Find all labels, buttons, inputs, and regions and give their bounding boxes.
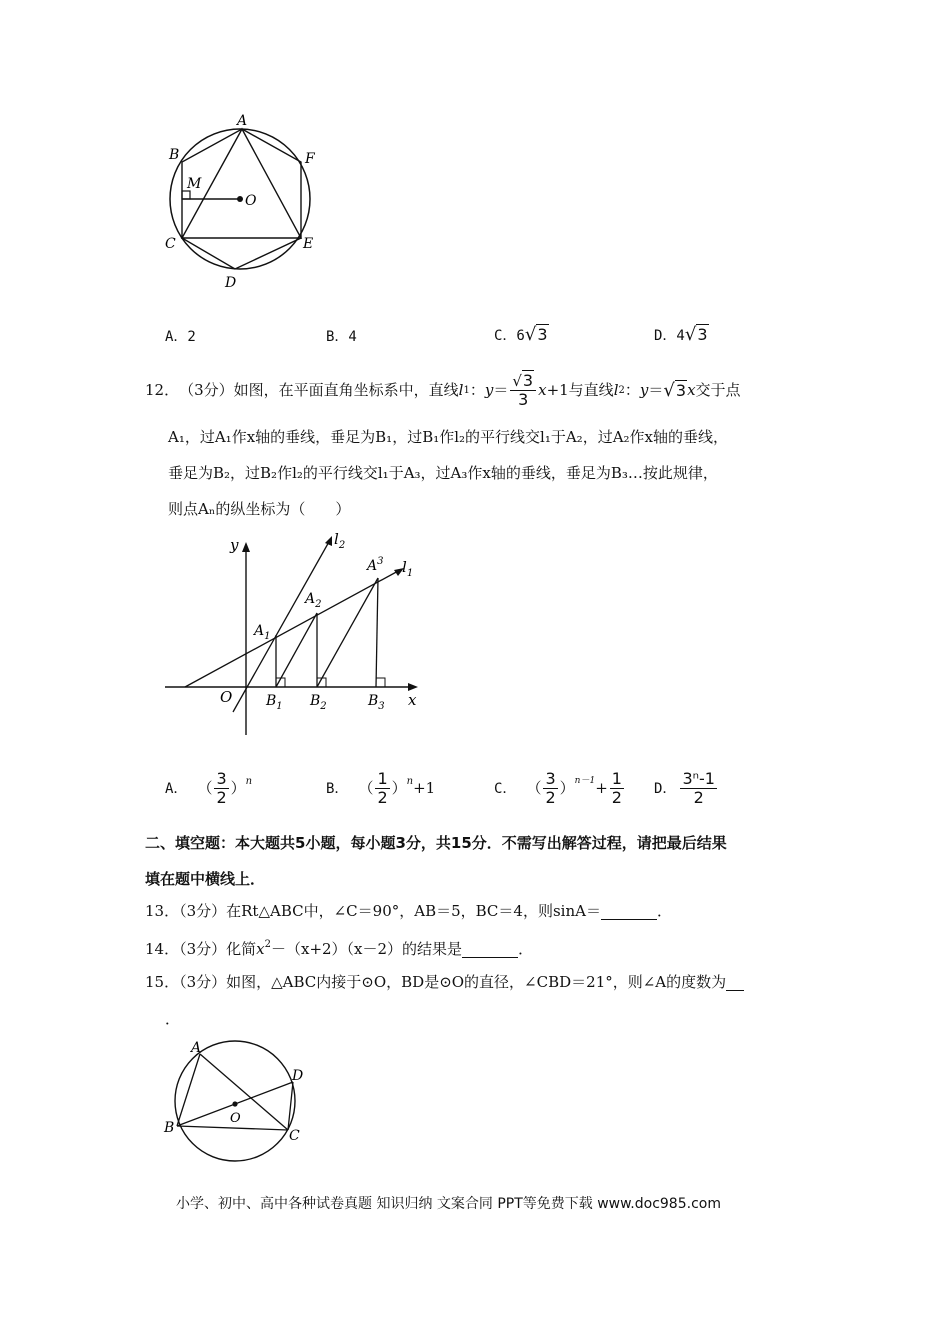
q12-option-a-label: A． — [165, 780, 188, 797]
label-o: O — [245, 193, 257, 209]
q12-l1: l — [458, 381, 464, 399]
label-a2: $A_2$ — [305, 591, 322, 610]
segment-ab — [177, 1054, 200, 1126]
label-f: F — [305, 151, 315, 167]
q12-option-c-num: 3 — [545, 769, 556, 788]
label-b: B — [169, 147, 180, 163]
q12-colon1: ： — [469, 381, 485, 399]
q12-number: 12． — [145, 381, 180, 399]
q12-option-c-rparen: ） — [559, 779, 575, 797]
q11-option-d-radicand: 3 — [697, 325, 708, 344]
q12-intro: （3分）如图，在平面直角坐标系中，直线 — [179, 381, 459, 399]
q12-option-b-exp: n — [406, 775, 414, 787]
label-d: D — [225, 275, 237, 291]
x-axis-arrow — [408, 683, 418, 691]
q11-option-c — [494, 326, 549, 344]
q12-fraction: $\frac{√3}{3}$ — [510, 372, 536, 409]
q13 — [145, 904, 672, 920]
q12-line4: 则点Aₙ的纵坐标为（ ） — [168, 500, 351, 518]
q12-x2: x — [687, 381, 696, 399]
q12-option-a-num: 3 — [216, 769, 227, 788]
label-a1: $A_1$ — [254, 623, 271, 642]
section2-heading-line2: 填在题中横线上． — [145, 870, 266, 888]
label-e: E — [303, 236, 314, 252]
line-l1 — [185, 570, 400, 687]
label-c: C — [165, 236, 176, 252]
q12-option-a-den: 2 — [216, 788, 227, 807]
segment-a3b3 — [376, 578, 378, 687]
q12-l2-sub: 2 — [618, 384, 625, 396]
label-a3: $A^3$ — [367, 556, 384, 574]
label-b3: $B_3$ — [368, 693, 385, 712]
q15-text: 15．（3分）如图，△ABC内接于⊙O，BD是⊙O的直径，∠CBD＝21°，则∠A的度数为 — [145, 973, 727, 991]
line-l2-arrow — [325, 536, 332, 546]
q12-option-d-label: D． — [654, 780, 677, 797]
q15-end: ． — [165, 1010, 181, 1028]
q13-text: 13．（3分）在Rt△ABC中，∠C＝90°，AB＝5，BC＝4，则sinA＝ — [145, 902, 601, 920]
q12-option-b-num: 1 — [377, 769, 388, 788]
segment-bc — [177, 1126, 288, 1130]
q14-x: x — [256, 940, 265, 958]
q12-frac-den: 3 — [518, 390, 529, 409]
q13-answer-blank[interactable] — [601, 904, 657, 920]
q12-option-a-exp: n — [245, 775, 253, 787]
q12-option-b-den: 2 — [377, 788, 388, 807]
q12-option-d-den: 2 — [693, 788, 704, 807]
label-d: D — [292, 1068, 304, 1084]
line-l2 — [233, 540, 330, 712]
q14 — [145, 940, 533, 958]
q12-option-d — [654, 770, 719, 807]
segment-ac — [200, 1054, 288, 1130]
q11-option-c-radicand: 3 — [537, 325, 548, 344]
q14-end: ． — [518, 940, 534, 958]
q12-option-d-num: 3ⁿ-1 — [682, 769, 715, 788]
q12-option-c — [494, 770, 626, 807]
q12-tail: 交于点 — [695, 381, 741, 399]
segment-b2a3 — [317, 578, 378, 687]
q12-option-c-exp: n－1 — [574, 776, 596, 786]
q12-line2: A₁，过A₁作x轴的垂线，垂足为B₁，过B₁作l₂的平行线交l₁于A₂，过A₂作x轴的垂线， — [168, 428, 728, 446]
label-o: O — [230, 1111, 241, 1126]
q12-frac-num: 3 — [522, 371, 534, 390]
q12-eq1: ＝ — [493, 381, 509, 399]
q12-l2: l — [613, 381, 619, 399]
q12-option-c-num2: 1 — [611, 769, 622, 788]
q12-option-b-rparen: ） — [391, 779, 407, 797]
q12-option-a — [165, 770, 252, 807]
q15-answer-blank[interactable] — [726, 975, 744, 991]
y-axis-arrow — [242, 542, 250, 552]
q12-option-c-plus: + — [595, 779, 608, 797]
label-a: A — [237, 113, 248, 129]
q12-option-b-tail: +1 — [413, 779, 436, 797]
q12-y1: y — [484, 381, 494, 399]
q12-x1: x — [538, 381, 547, 399]
q12-option-b-label: B． — [326, 780, 349, 797]
q12-option-a-lparen: （ — [197, 779, 213, 797]
footer-ad-text: 小学、初中、高中各种试卷真题 知识归纳 文案合同 PPT等免费下载 www.doc985.com — [176, 1196, 721, 1212]
right-angle-mark-b3 — [376, 678, 385, 687]
label-y: y — [230, 536, 239, 554]
q14-text-a: 14．（3分）化简 — [145, 940, 257, 958]
q11-option-a: A．2 — [165, 329, 196, 345]
q12-colon2: ： — [624, 381, 640, 399]
label-m: M — [187, 176, 202, 192]
q11-option-d-prefix: D．4 — [654, 328, 685, 344]
q12-eq2: ＝ — [648, 381, 664, 399]
q12-line1 — [145, 372, 741, 409]
q12-y2: y — [639, 381, 649, 399]
figure-circle-diameter-bd — [160, 1030, 320, 1170]
right-angle-mark-m — [182, 191, 190, 199]
center-point-o — [237, 196, 243, 202]
circle-o — [175, 1041, 295, 1161]
figure-inscribed-hexagon — [150, 105, 330, 300]
section2-heading-line1: 二、填空题：本大题共5小题，每小题3分，共15分．不需写出解答过程，请把最后结果 — [145, 834, 727, 852]
q12-option-b — [326, 770, 435, 807]
q12-option-a-rparen: ） — [230, 779, 246, 797]
label-c: C — [289, 1128, 300, 1144]
label-b1: $B_1$ — [266, 693, 283, 712]
label-a: A — [191, 1040, 202, 1056]
q12-rad2: 3 — [675, 380, 687, 400]
figure-coordinate-lines — [160, 530, 430, 740]
q11-option-c-prefix: C．6 — [494, 328, 525, 344]
q12-plus1: +1与直线 — [546, 381, 614, 399]
label-l2: $l_2$ — [334, 530, 346, 551]
label-l1: $l_1$ — [402, 558, 414, 579]
q12-l1-sub: 1 — [463, 384, 470, 396]
q11-option-d — [654, 326, 709, 344]
sqrt-symbol: √3 — [663, 379, 687, 401]
sqrt-symbol: √3 — [684, 324, 708, 345]
q12-option-c-lparen: （ — [526, 779, 542, 797]
label-b: B — [164, 1120, 175, 1136]
sqrt-symbol: √3 — [524, 324, 548, 345]
q11-option-b: B．4 — [326, 329, 357, 345]
q12-line3: 垂足为B₂，过B₂作l₂的平行线交l₁于A₃，过A₃作x轴的垂线，垂足为B₃…按此规律， — [168, 464, 718, 482]
label-o: O — [220, 688, 233, 706]
q15 — [145, 975, 744, 991]
center-point-o — [232, 1101, 237, 1106]
label-b2: $B_2$ — [310, 693, 327, 712]
q13-end: ． — [656, 902, 672, 920]
q12-option-c-den: 2 — [545, 788, 556, 807]
q14-text-b: －（x+2）（x－2）的结果是 — [270, 940, 463, 958]
q12-option-c-den2: 2 — [611, 788, 622, 807]
q12-option-c-label: C． — [494, 780, 517, 797]
q12-option-b-lparen: （ — [358, 779, 374, 797]
q14-exp: 2 — [264, 939, 271, 950]
label-x: x — [408, 691, 417, 709]
q14-answer-blank[interactable] — [462, 942, 518, 958]
